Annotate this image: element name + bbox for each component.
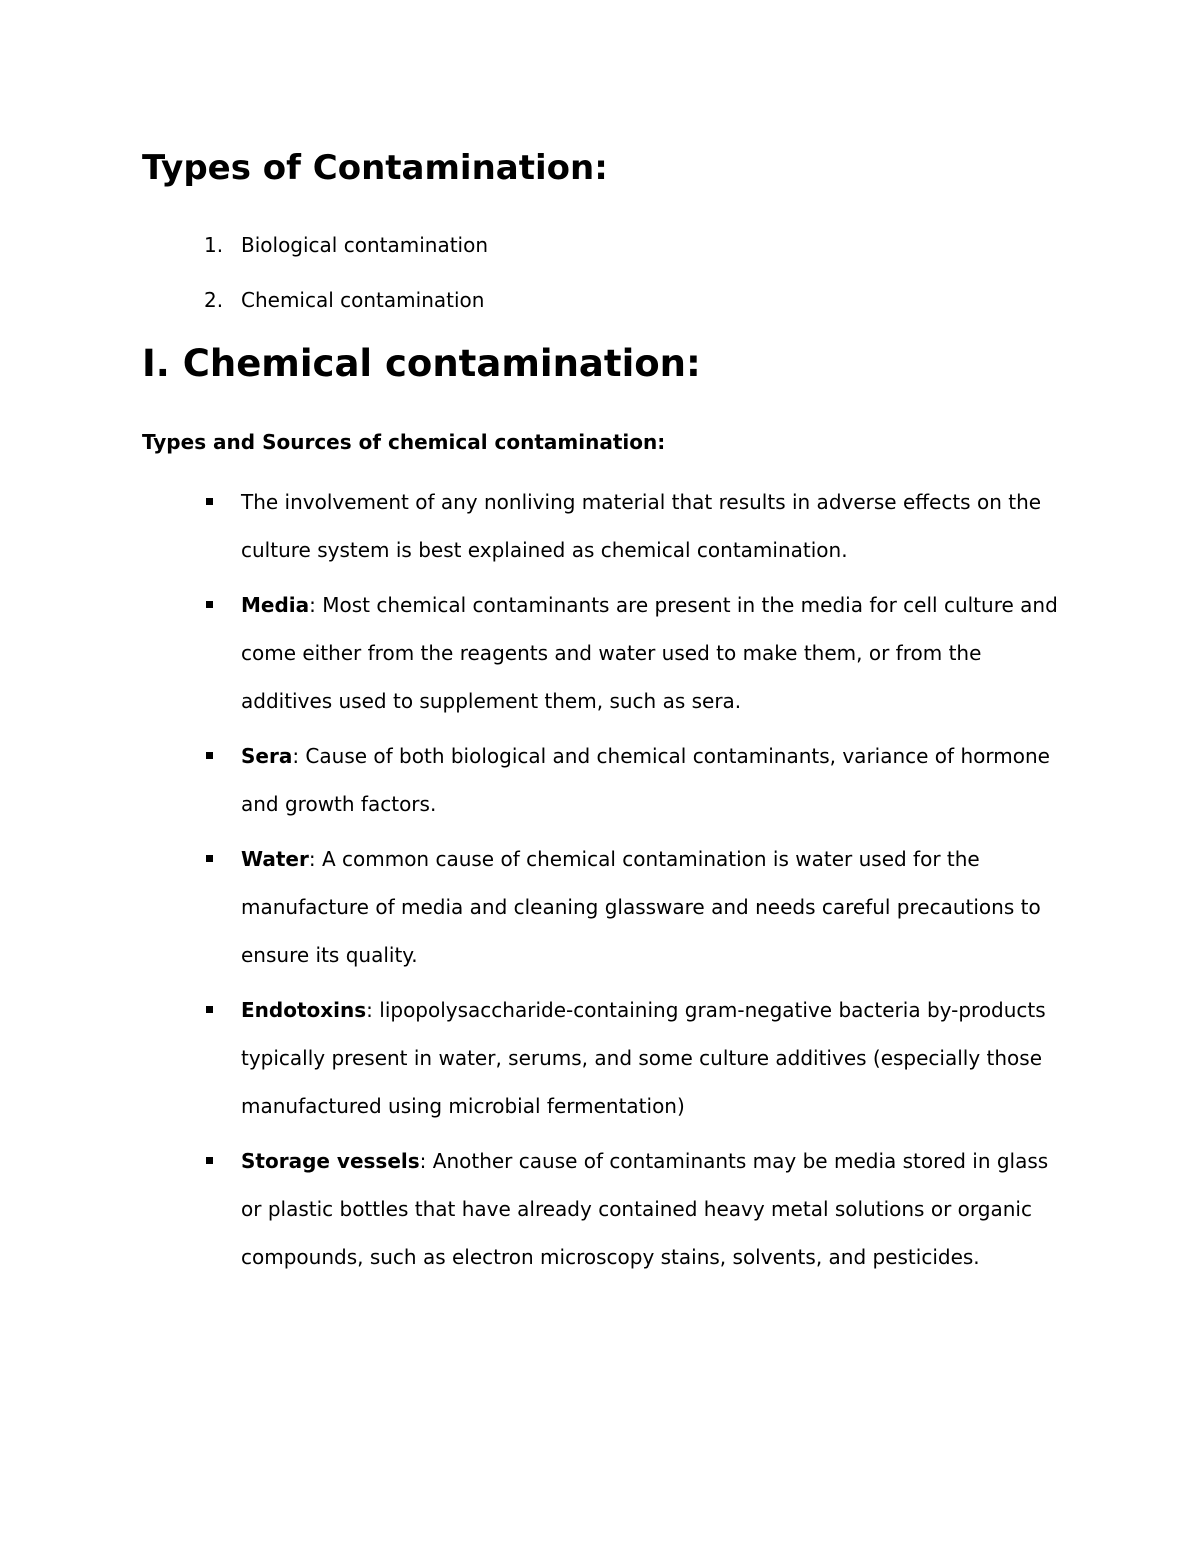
list-item-text: Chemical contamination [241,288,485,312]
square-bullet-icon [206,1157,213,1164]
square-bullet-icon [206,498,213,505]
subheading: Types and Sources of chemical contamination: [142,430,666,454]
bullet-text: A common cause of chemical contamination is water used for the manufacture of media and cleaning glassware and needs careful precautions to ensure its quality. [241,847,1041,967]
square-bullet-icon [206,601,213,608]
bullet-term: Media [241,593,310,617]
bullet-item [142,478,1062,574]
bullet-term: Sera [241,744,293,768]
page-title: Types of Contamination: [142,148,608,188]
bullet-term: Water [241,847,309,871]
section-heading: I. Chemical contamination: [142,342,701,385]
bullet-term: Storage vessels [241,1149,420,1173]
bullet-text: lipopolysaccharide-containing gram-negative bacteria by-products typically present in water, serums, and some culture additives (especially those manufactured using microbial fermentation) [241,998,1046,1118]
term-separator: : [292,744,300,768]
chemical-sources-list [142,478,1062,1288]
bullet-item [142,1137,1062,1281]
bullet-term: Endotoxins [241,998,367,1022]
bullet-text: Another cause of contaminants may be media stored in glass or plastic bottles that have already contained heavy metal solutions or organic compounds, such as electron microscopy stains, solvents, and pesticides. [241,1149,1049,1269]
term-separator: : [309,593,316,617]
square-bullet-icon [206,1006,213,1013]
list-number: 1. [204,233,224,257]
bullet-item [142,732,1062,828]
bullet-text: The involvement of any nonliving material that results in adverse effects on the culture system is best explained as chemical contamination. [241,490,1042,562]
term-separator: : [419,1149,427,1173]
list-item-text: Biological contamination [241,233,489,257]
bullet-item [142,835,1062,979]
bullet-text: Cause of both biological and chemical contaminants, variance of hormone and growth factors. [241,744,1050,816]
term-separator: : [308,847,316,871]
bullet-item [142,581,1062,725]
square-bullet-icon [206,752,213,759]
term-separator: : [366,998,373,1022]
square-bullet-icon [206,855,213,862]
list-number: 2. [204,288,224,312]
bullet-item [142,986,1062,1130]
bullet-text: Most chemical contaminants are present in the media for cell culture and come either from the reagents and water used to make them, or from the additives used to supplement them, such as sera. [241,593,1058,713]
